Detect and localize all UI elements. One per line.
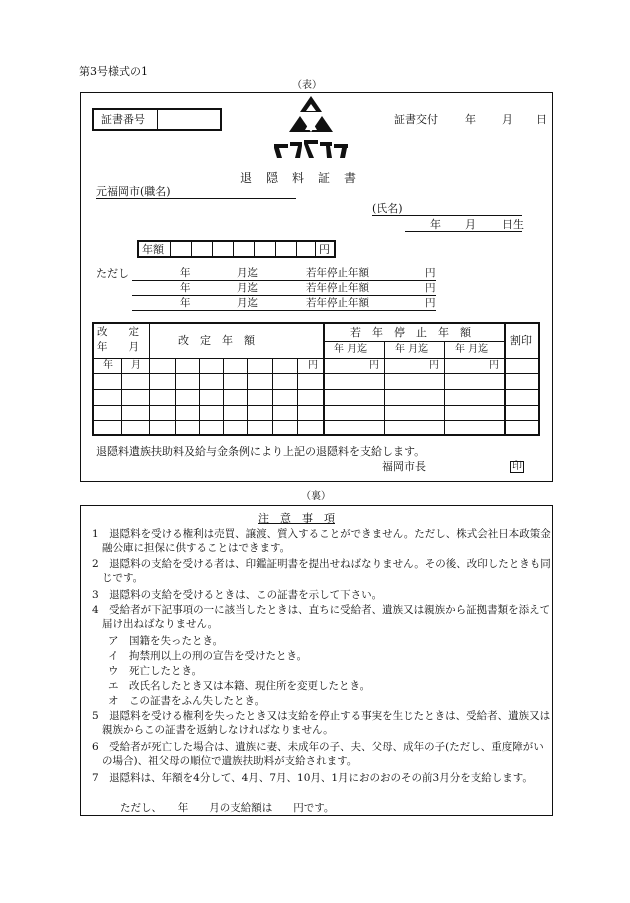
proviso-year-2: 年 — [180, 282, 191, 294]
proviso-month-1: 月迄 — [237, 267, 258, 279]
proviso-yen-2: 円 — [425, 282, 436, 294]
th-revised-amount: 改 定 年 額 — [178, 334, 255, 347]
birth-year: 年 — [430, 218, 441, 231]
birth-month: 月 — [465, 218, 476, 231]
note-6: 6 受給者が死亡した場合は、遺族に妻、未成年の子、夫、父母、成年の子(ただし、重度障がいの場合)、祖父母の順位で遺族扶助料が支給されます。 — [92, 741, 544, 767]
sub-item-e: エ 改氏名したとき又は本籍、現住所を変更したとき。 — [108, 680, 371, 692]
th-susp-col-3: 年 月迄 — [455, 344, 489, 355]
proviso-label: ただし — [96, 267, 129, 280]
proviso-text-1: 若年停止年額 — [306, 267, 369, 279]
annual-label: 年額 — [142, 243, 164, 256]
mayor: 福岡市長 — [382, 460, 426, 473]
proviso-yen-1: 円 — [425, 267, 436, 279]
note-1: 1 退隠料を受ける権利は売買、譲渡、質入することができません。ただし、株式会社日本政策金融公庫に担保に供することはできます。 — [92, 528, 551, 554]
proviso-year-3: 年 — [180, 297, 191, 309]
fukuoka-city-emblem-icon — [270, 94, 352, 162]
row-month: 月 — [131, 360, 141, 371]
row-yen-susp-1: 円 — [369, 360, 379, 371]
mayor-seal: 印 — [512, 461, 522, 472]
back-label: （裏） — [301, 491, 331, 502]
th-susp-col-2: 年 月迄 — [395, 344, 429, 355]
sub-item-u: ウ 死亡したとき。 — [108, 665, 203, 677]
proviso-month-3: 月迄 — [237, 297, 258, 309]
cert-number-label: 証書番号 — [101, 113, 145, 126]
form-number: 第3号様式の1 — [79, 65, 148, 78]
note-4: 4 受給者が下記事項の一に該当したときは、直ちに受給者、遺族又は親族から証拠書類を添えて届け出ねばなりません。 — [92, 604, 551, 630]
issue-month: 月 — [502, 113, 513, 126]
row-yen-susp-3: 円 — [489, 360, 499, 371]
proviso-text-3: 若年停止年額 — [306, 297, 369, 309]
payment-line: ただし、 年 月の支給額は 円です。 — [120, 802, 335, 814]
proviso-year-1: 年 — [180, 267, 191, 279]
row-yen-amount: 円 — [308, 360, 318, 371]
cert-number-field[interactable] — [158, 110, 220, 129]
row-year: 年 — [103, 360, 113, 371]
proviso-month-2: 月迄 — [237, 282, 258, 294]
annual-amount-box — [137, 240, 336, 258]
notes-title: 注 意 事 項 — [258, 512, 335, 525]
statement: 退隠料遺族扶助料及給与金条例により上記の退隠料を支給します。 — [96, 445, 426, 458]
proviso-yen-3: 円 — [425, 297, 436, 309]
certificate-title: 退 隠 料 証 書 — [240, 171, 358, 185]
front-label: （表） — [292, 80, 322, 91]
revision-table — [92, 322, 540, 436]
issue-day: 日 — [536, 113, 547, 126]
name-label: (氏名) — [372, 202, 403, 215]
note-2: 2 退隠料の支給を受ける者は、印鑑証明書を提出せねばなりません。その後、改印したときも同じです。 — [92, 558, 551, 584]
issue-label: 証書交付 — [394, 113, 438, 126]
annual-yen: 円 — [319, 243, 330, 256]
sub-item-i: イ 拘禁刑以上の刑の宣告を受けたとき。 — [108, 650, 308, 662]
th-revise-date-2: 年 月 — [97, 341, 139, 353]
th-revise-date-1: 改 定 — [97, 326, 139, 338]
sub-item-o: オ この証書をふん失したとき。 — [108, 695, 266, 707]
row-yen-susp-2: 円 — [429, 360, 439, 371]
th-seal: 割印 — [510, 334, 532, 347]
proviso-text-2: 若年停止年額 — [306, 282, 369, 294]
birth-day: 日生 — [502, 218, 524, 231]
sub-item-a: ア 国籍を失ったとき。 — [108, 635, 224, 647]
note-3: 3 退隠料の支給を受けるときは、この証書を示して下さい。 — [92, 589, 383, 601]
issue-year: 年 — [465, 113, 476, 126]
note-7: 7 退隠料は、年額を4分して、4月、7月、10月、1月におのおのその前3月分を支給します。 — [92, 772, 533, 784]
th-susp-col-1: 年 月迄 — [334, 344, 368, 355]
former-title: 元福岡市(職名) — [96, 185, 171, 198]
th-suspension: 若 年 停 止 年 額 — [350, 326, 471, 339]
note-5: 5 退隠料を受ける権利を失ったとき又は支給を停止する事実を生じたときは、受給者、遺族又は親族からこの証書を返納しなければなりません。 — [92, 710, 551, 736]
